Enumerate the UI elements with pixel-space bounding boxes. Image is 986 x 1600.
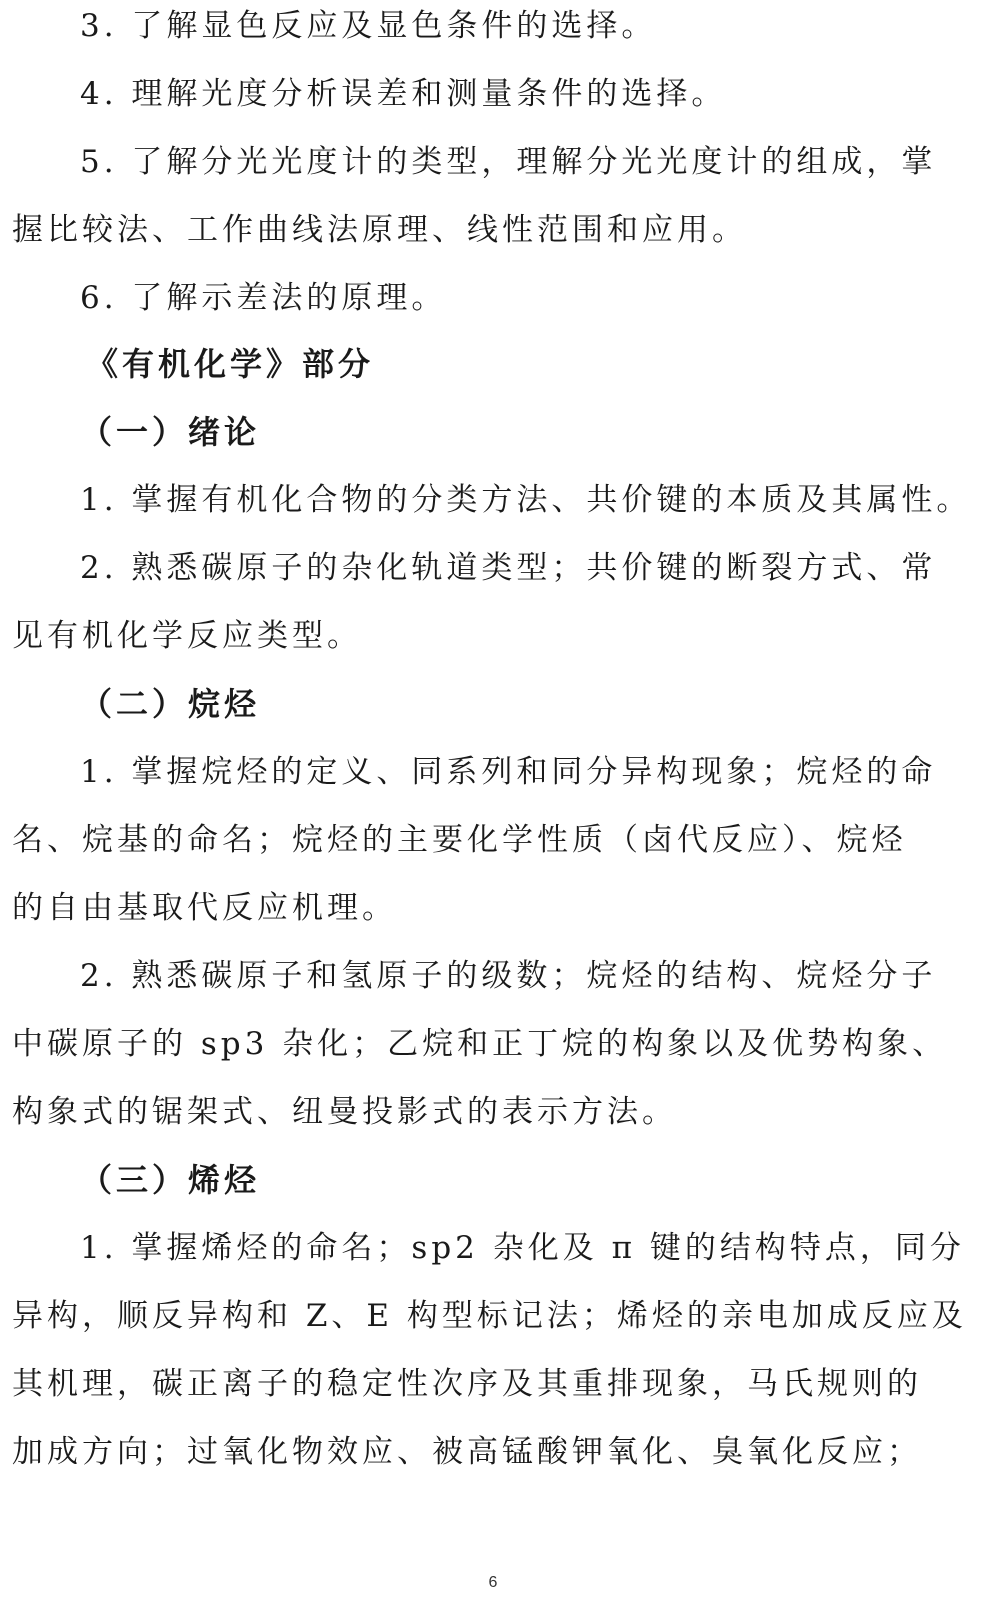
subsection-heading: （二）烷烃 [80,685,261,723]
text-line: 5. 了解分光光度计的类型，理解分光光度计的组成，掌 [80,144,937,180]
subsection-heading: （一）绪论 [80,413,261,451]
text-line: 名、烷基的命名；烷烃的主要化学性质（卤代反应）、烷烃 [12,822,907,858]
subsection-heading: （三）烯烃 [80,1161,261,1199]
text-line: 1. 掌握烷烃的定义、同系列和同分异构现象；烷烃的命 [80,754,937,790]
text-line: 4. 理解光度分析误差和测量条件的选择。 [80,76,727,112]
text-line: 2. 熟悉碳原子的杂化轨道类型；共价键的断裂方式、常 [80,550,937,586]
section-title: 《有机化学》部分 [86,345,375,383]
text-line: 加成方向；过氧化物效应、被高锰酸钾氧化、臭氧化反应； [12,1434,922,1470]
text-line: 1. 掌握有机化合物的分类方法、共价键的本质及其属性。 [80,482,972,518]
page-number: 6 [488,1574,498,1591]
text-line: 1. 掌握烯烃的命名；sp2 杂化及 π 键的结构特点，同分 [80,1230,965,1266]
text-line: 6. 了解示差法的原理。 [80,280,447,316]
text-line: 2. 熟悉碳原子和氢原子的级数；烷烃的结构、烷烃分子 [80,958,937,994]
text-line: 中碳原子的 sp3 杂化；乙烷和正丁烷的构象以及优势构象、 [12,1026,948,1062]
text-line: 异构，顺反异构和 Z、E 构型标记法；烯烃的亲电加成反应及 [12,1298,967,1334]
text-line: 构象式的锯架式、纽曼投影式的表示方法。 [12,1094,677,1130]
text-line: 见有机化学反应类型。 [12,618,362,654]
text-line: 其机理，碳正离子的稳定性次序及其重排现象，马氏规则的 [12,1366,922,1402]
text-line: 的自由基取代反应机理。 [12,890,397,926]
text-line: 3. 了解显色反应及显色条件的选择。 [80,8,657,44]
text-line: 握比较法、工作曲线法原理、线性范围和应用。 [12,212,747,248]
